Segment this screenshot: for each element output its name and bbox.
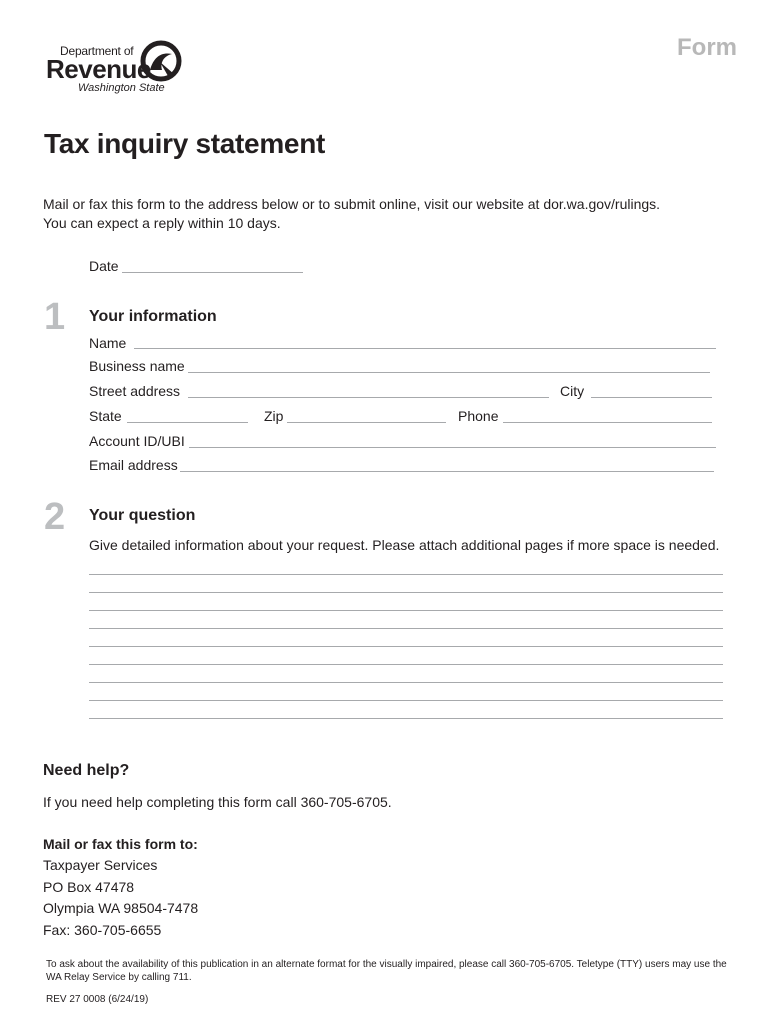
mail-line-2: PO Box 47478	[43, 879, 135, 895]
question-line[interactable]	[89, 574, 723, 575]
name-label: Name	[89, 335, 127, 351]
mail-line-4: Fax: 360-705-6655	[43, 922, 162, 938]
intro-line-1: Mail or fax this form to the address below or to submit online, visit our website at dor.wa.gov/rulings.	[43, 196, 661, 212]
question-line[interactable]	[89, 664, 723, 665]
phone-field[interactable]	[503, 422, 712, 423]
zip-label: Zip	[264, 408, 284, 424]
city-field[interactable]	[591, 397, 712, 398]
business-name-label: Business name	[89, 358, 185, 374]
state-field[interactable]	[127, 422, 248, 423]
logo-department-text: Department of	[60, 44, 134, 58]
section-1-number: 1	[44, 296, 66, 338]
intro-text	[43, 195, 660, 233]
zip-field[interactable]	[287, 422, 446, 423]
page-title: Tax inquiry statement	[44, 128, 326, 159]
phone-label: Phone	[458, 408, 499, 424]
street-address-label: Street address	[89, 383, 181, 399]
account-id-field[interactable]	[189, 447, 716, 448]
mail-title: Mail or fax this form to:	[43, 836, 198, 852]
account-id-label: Account ID/UBI	[89, 433, 185, 449]
state-label: State	[89, 408, 122, 424]
street-address-field[interactable]	[188, 397, 549, 398]
logo-state-text: Washington State	[78, 82, 165, 94]
date-field[interactable]	[122, 272, 303, 273]
section-1-title: Your information	[89, 308, 217, 325]
form-revision: REV 27 0008 (6/24/19)	[46, 994, 149, 1005]
question-line[interactable]	[89, 700, 723, 701]
question-instructions: Give detailed information about your request. Please attach additional pages if more space is needed.	[89, 537, 720, 553]
email-label: Email address	[89, 457, 178, 473]
question-line[interactable]	[89, 646, 723, 647]
business-name-field[interactable]	[188, 372, 710, 373]
question-line[interactable]	[89, 682, 723, 683]
question-line[interactable]	[89, 718, 723, 719]
email-field[interactable]	[180, 471, 714, 472]
date-label: Date	[89, 258, 119, 274]
mail-line-3: Olympia WA 98504-7478	[43, 900, 199, 916]
intro-line-2: You can expect a reply within 10 days.	[43, 215, 281, 231]
section-2-number: 2	[44, 496, 66, 538]
dor-logo-icon	[140, 40, 182, 82]
question-line[interactable]	[89, 628, 723, 629]
question-line[interactable]	[89, 610, 723, 611]
name-field[interactable]	[134, 348, 716, 349]
section-2-title: Your question	[89, 507, 196, 524]
logo-revenue-text: Revenue	[46, 54, 151, 84]
form-label: Form	[677, 34, 737, 61]
city-label: City	[560, 383, 585, 399]
accessibility-note: To ask about the availability of this publication in an alternate format for the visually impaired, please call 360-705-6705. Teletype (TTY) users may use the WA Relay Service by calling 711.	[46, 959, 727, 983]
mail-line-1: Taxpayer Services	[43, 857, 158, 873]
help-text: If you need help completing this form call 360-705-6705.	[43, 794, 392, 810]
question-line[interactable]	[89, 592, 723, 593]
help-title: Need help?	[43, 762, 130, 779]
